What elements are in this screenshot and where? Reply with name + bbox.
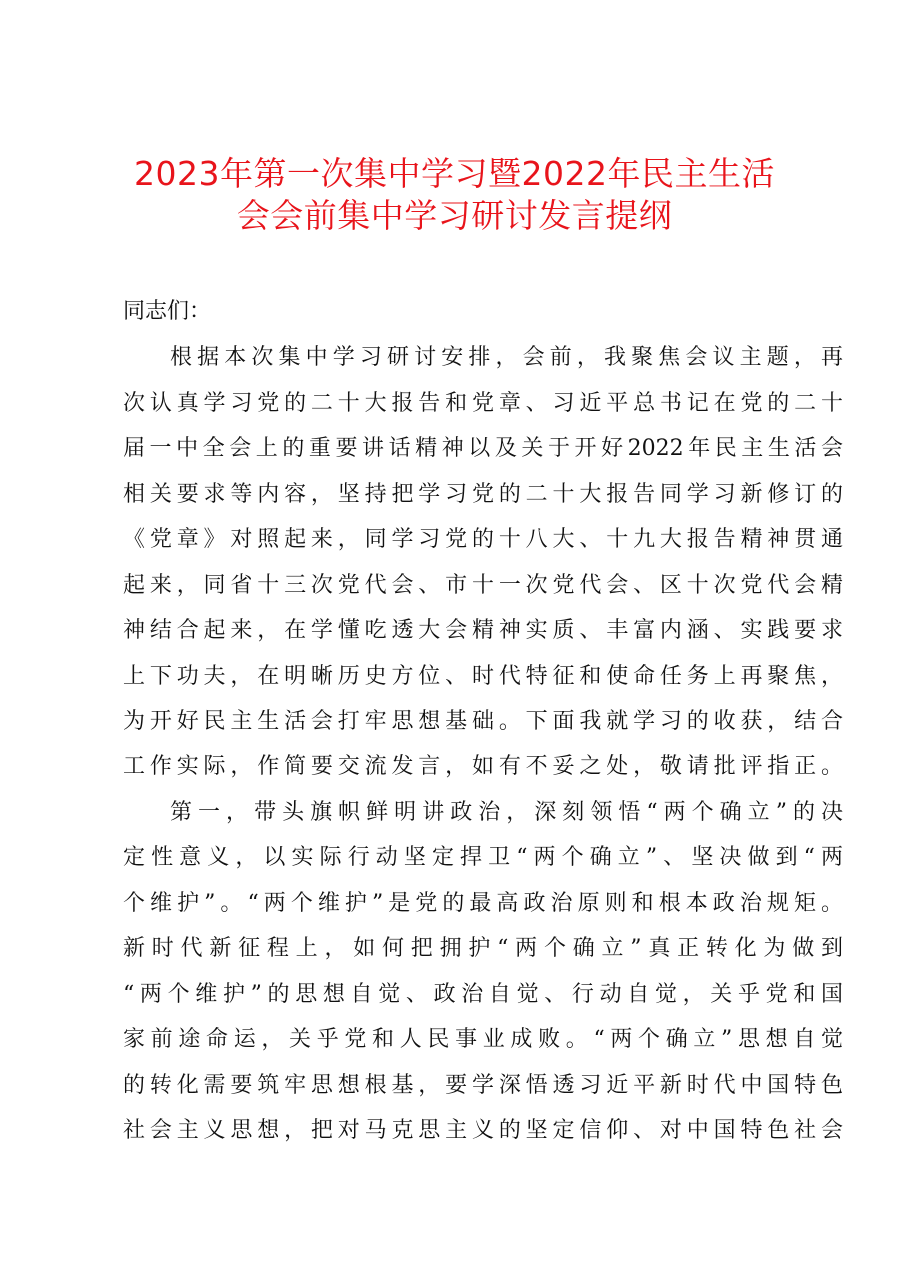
document-title-line-2: 会会前集中学习研讨发言提纲 — [236, 196, 673, 235]
paragraph-1-line: 为开好民主生活会打牢思想基础。下面我就学习的收获，结合 — [123, 709, 843, 734]
paragraph-1-line: 相关要求等内容，坚持把学习党的二十大报告同学习新修订的 — [123, 482, 843, 507]
paragraph-1-line: 工作实际，作简要交流发言，如有不妥之处，敬请批评指正。 — [123, 754, 843, 779]
paragraph-2-line: “两个维护”的思想自觉、政治自觉、行动自觉，关乎党和国 — [123, 982, 843, 1007]
paragraph-2-line: 第一，带头旗帜鲜明讲政治，深刻领悟“两个确立”的决 — [170, 800, 843, 825]
paragraph-1-line: 神结合起来，在学懂吃透大会精神实质、丰富内涵、实践要求 — [123, 618, 843, 643]
paragraph-1-line: 根据本次集中学习研讨安排，会前，我聚焦会议主题，再 — [170, 345, 843, 370]
paragraph-2-line: 定性意义，以实际行动坚定捍卫“两个确立”、坚决做到“两 — [123, 845, 843, 870]
paragraph-1-line: 次认真学习党的二十大报告和党章、习近平总书记在党的二十 — [123, 391, 843, 416]
paragraph-2-line: 个维护”。“两个维护”是党的最高政治原则和根本政治规矩。 — [123, 891, 843, 916]
salutation: 同志们： — [123, 299, 212, 324]
paragraph-2-line: 新时代新征程上，如何把拥护“两个确立”真正转化为做到 — [123, 936, 843, 961]
paragraph-2-line: 的转化需要筑牢思想根基，要学深悟透习近平新时代中国特色 — [123, 1073, 843, 1098]
paragraph-1-line: 起来，同省十三次党代会、市十一次党代会、区十次党代会精 — [123, 573, 843, 598]
paragraph-2-line: 社会主义思想，把对马克思主义的坚定信仰、对中国特色社会 — [123, 1118, 843, 1143]
document-title-line-1: 2023年第一次集中学习暨2022年民主生活 — [134, 154, 775, 193]
paragraph-2-line: 家前途命运，关乎党和人民事业成败。“两个确立”思想自觉 — [123, 1027, 843, 1052]
paragraph-1-line: 上下功夫，在明晰历史方位、时代特征和使命任务上再聚焦， — [123, 664, 843, 689]
paragraph-1-line: 届一中全会上的重要讲话精神以及关于开好2022年民主生活会 — [123, 436, 843, 461]
paragraph-1-line: 《党章》对照起来，同学习党的十八大、十九大报告精神贯通 — [123, 527, 843, 552]
